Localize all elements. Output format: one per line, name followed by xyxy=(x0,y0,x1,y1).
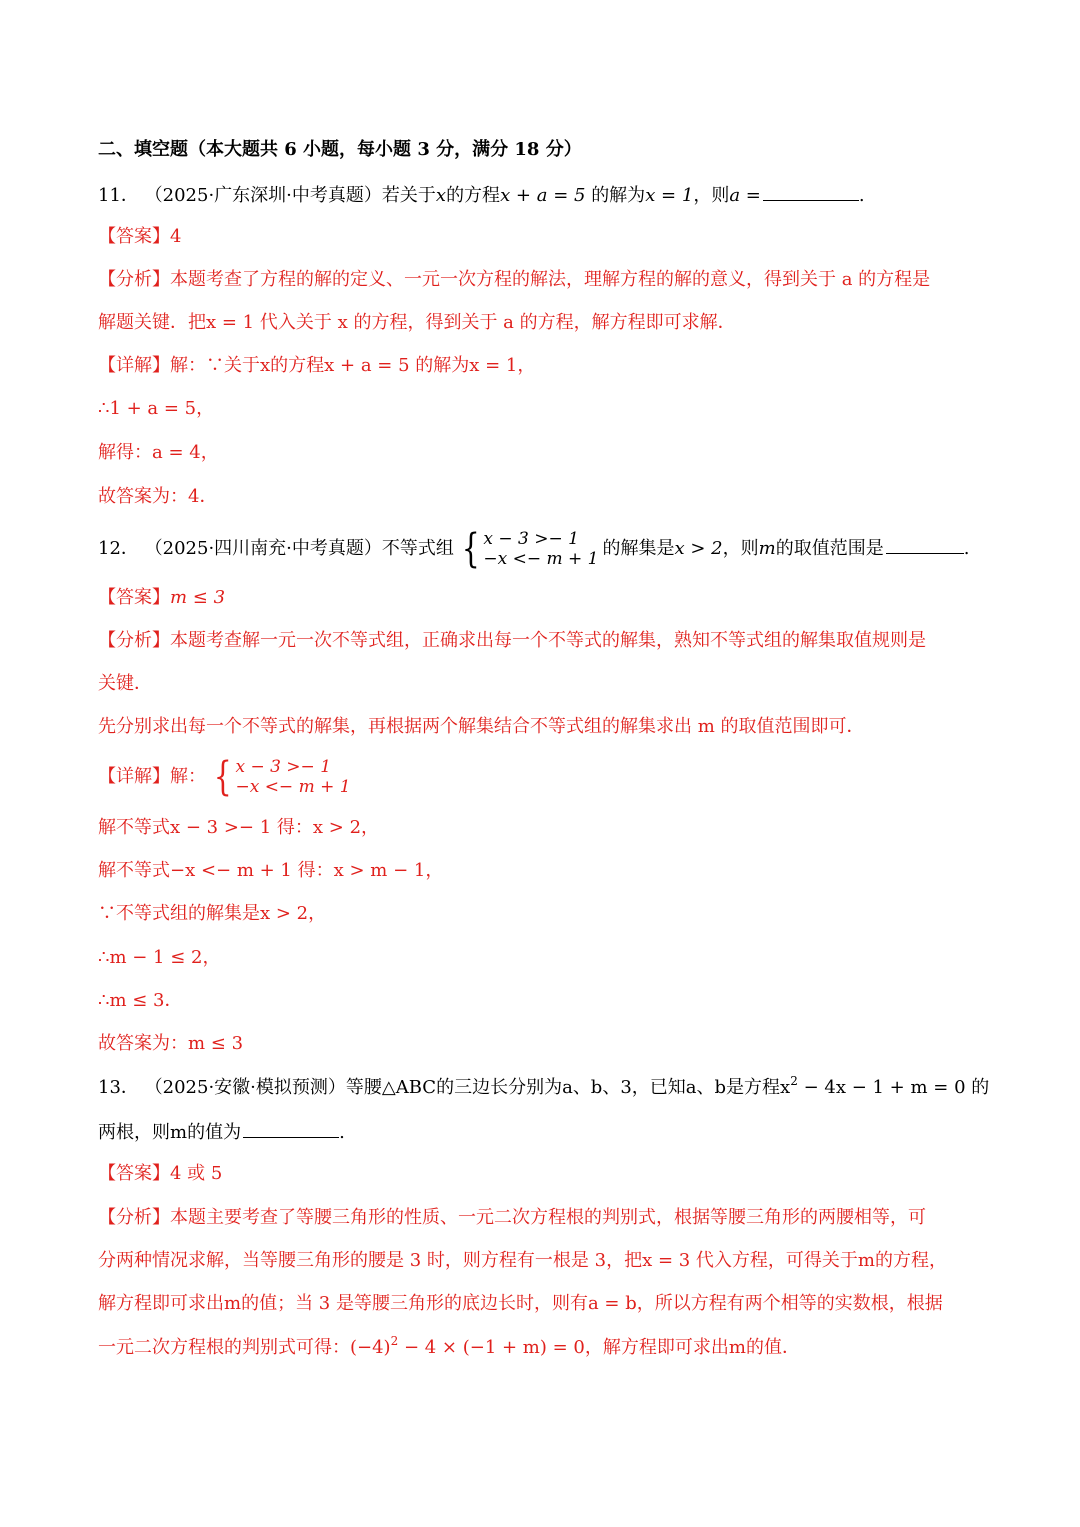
analysis-line: 关键． xyxy=(98,673,152,694)
question-stem: 的方程 xyxy=(446,185,501,206)
question-stem: − 4x − 1 + m = 0 的 xyxy=(797,1077,990,1098)
question-stem: ，则 xyxy=(693,185,730,206)
answer-tag: 【答案】 xyxy=(98,226,170,247)
question-stem: 的解集是 xyxy=(602,538,675,559)
analysis-line xyxy=(98,629,926,653)
question-number: 12． xyxy=(98,538,139,559)
question-11: 11． （2025·广东深圳·中考真题）若关于x的方程x + a = 5 的解为x = 1，则a = . xyxy=(98,182,865,208)
answer-value: m ≤ 3 xyxy=(170,587,226,608)
detail-line: 解得：a = 4， xyxy=(98,442,219,463)
brace-icon: { xyxy=(461,526,480,572)
question-stem: 若关于 xyxy=(381,185,436,206)
answer-blank xyxy=(243,1119,339,1138)
answer-tag: 【答案】 xyxy=(98,1163,170,1184)
answer-line xyxy=(98,225,181,249)
detail-tag: 【详解】 xyxy=(98,355,170,376)
analysis-line: 先分别求出每一个不等式的解集，再根据两个解集结合不等式组的解集求出 m 的取值范围即可． xyxy=(98,716,865,737)
analysis-text: 一元二次方程根的判别式可得：(−4) xyxy=(98,1337,391,1358)
analysis-line: 解方程即可求出m的值；当 3 是等腰三角形的底边长时，则有a = b，所以方程有两个相等的实数根，根据 xyxy=(98,1293,943,1314)
answer-blank xyxy=(763,182,859,201)
question-13-cont: 两根，则m的值为 . xyxy=(98,1119,345,1145)
analysis-line xyxy=(98,268,930,292)
math-var: x xyxy=(435,185,447,206)
analysis-line xyxy=(98,1206,926,1230)
answer-line xyxy=(98,1162,222,1186)
analysis-tag: 【分析】 xyxy=(98,1207,170,1228)
math-solution: x = 1 xyxy=(645,185,694,206)
answer-value: 4 xyxy=(170,226,182,247)
detail-text: 解：∵关于x的方程x + a = 5 的解为x = 1， xyxy=(170,355,536,376)
question-number: 11． xyxy=(98,185,139,206)
answer-line xyxy=(98,586,225,610)
detail-line: ∴1 + a = 5， xyxy=(98,398,215,419)
answer-blank xyxy=(886,535,964,554)
answer-value: 4 或 5 xyxy=(170,1163,223,1184)
question-stem: 不等式组 xyxy=(381,538,454,559)
superscript: 2 xyxy=(790,1074,798,1088)
question-stem: 等腰△ABC的三边长分别为a、b、3，已知a、b是方程x xyxy=(345,1077,791,1098)
question-stem: 的取值范围是 xyxy=(775,538,884,559)
system-row: x − 3 >− 1 xyxy=(235,757,332,777)
system-row: −x <− m + 1 xyxy=(483,549,599,569)
question-source: （2025·四川南充·中考真题） xyxy=(144,538,382,559)
inequality-system xyxy=(210,756,351,798)
analysis-text: − 4 × (−1 + m) = 0，解方程即可求出m的值． xyxy=(398,1337,800,1358)
detail-line xyxy=(98,354,535,378)
answer-tag: 【答案】 xyxy=(98,587,170,608)
brace-icon: { xyxy=(213,754,232,800)
detail-line xyxy=(98,756,355,798)
section-header: 二、填空题（本大题共 6 小题，每小题 3 分，满分 18 分） xyxy=(98,139,582,160)
system-row: −x <− m + 1 xyxy=(235,777,351,797)
superscript: 2 xyxy=(390,1334,399,1348)
detail-line: ∵不等式组的解集是x > 2， xyxy=(98,903,327,924)
detail-line: 故答案为：m ≤ 3 xyxy=(98,1033,244,1054)
question-stem: ，则 xyxy=(722,538,759,559)
math-equation: x + a = 5 xyxy=(500,185,586,206)
analysis-text: 本题主要考查了等腰三角形的性质、一元二次方程根的判别式，根据等腰三角形的两腰相等，可 xyxy=(170,1207,926,1228)
analysis-text: 本题考查解一元一次不等式组，正确求出每一个不等式的解集，熟知不等式组的解集取值规则是 xyxy=(170,630,926,651)
detail-line: ∴m − 1 ≤ 2， xyxy=(98,947,221,968)
question-source: （2025·安徽·模拟预测） xyxy=(144,1077,346,1098)
analysis-line: 解题关键．把x = 1 代入关于 x 的方程，得到关于 a 的方程，解方程即可求解． xyxy=(98,312,736,333)
analysis-line: 分两种情况求解，当等腰三角形的腰是 3 时，则方程有一根是 3，把x = 3 代入方程，可得关于m的方程， xyxy=(98,1250,947,1271)
detail-tag: 【详解】 xyxy=(98,766,170,787)
analysis-tag: 【分析】 xyxy=(98,630,170,651)
question-13 xyxy=(98,1076,989,1100)
analysis-line xyxy=(98,1336,800,1360)
analysis-text: 本题考查了方程的解的定义、一元一次方程的解法，理解方程的解的意义，得到关于 a 的方程是 xyxy=(170,269,931,290)
detail-text: 解： xyxy=(170,766,206,787)
math-solution: x > 2 xyxy=(674,538,723,559)
detail-line: 解不等式−x <− m + 1 得：x > m − 1， xyxy=(98,860,444,881)
detail-line: ∴m ≤ 3． xyxy=(98,990,183,1011)
inequality-system xyxy=(458,528,599,570)
math-var: m xyxy=(758,538,776,559)
detail-line: 解不等式x − 3 >− 1 得：x > 2， xyxy=(98,817,380,838)
question-stem: 两根，则m的值为 xyxy=(98,1122,242,1143)
question-source: （2025·广东深圳·中考真题） xyxy=(144,185,382,206)
analysis-tag: 【分析】 xyxy=(98,269,170,290)
question-number: 13． xyxy=(98,1077,139,1098)
question-12: 12． （2025·四川南充·中考真题）不等式组 { x − 3 >− 1 −x <− m + 1 的解集是x > 2，则m的取值范围是 . xyxy=(98,526,970,572)
detail-line: 故答案为：4． xyxy=(98,486,218,507)
system-row: x − 3 >− 1 xyxy=(483,529,579,549)
question-stem: 的解为 xyxy=(591,185,646,206)
math-ask: a = xyxy=(729,185,761,206)
